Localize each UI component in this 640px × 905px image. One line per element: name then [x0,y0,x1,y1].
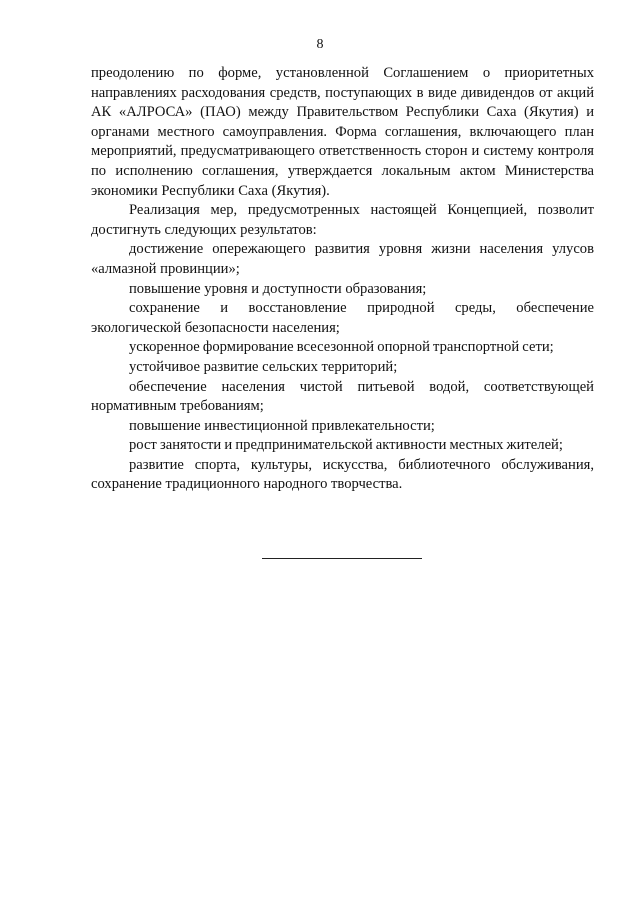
result-item: развитие спорта, культуры, искусства, библиотечного обслуживания, сохранение традиционного народного творчества. [91,456,594,493]
result-item: повышение уровня и доступности образования; [129,280,427,297]
document-body [91,64,594,495]
result-item: сохранение и восстановление природной среды, обеспечение экологической безопасности населения; [91,300,594,336]
page-number: 8 [316,37,324,52]
paragraph-results-intro: Реализация мер, предусмотренных настоящей Концепцией, позволит достигнуть следующих результатов: [91,202,594,238]
result-item: устойчивое развитие сельских территорий; [129,358,398,375]
result-item: рост занятости и предпринимательской активности местных жителей; [129,437,563,454]
end-of-text-rule [262,558,422,559]
result-item: повышение инвестиционной привлекательности; [129,417,435,434]
result-item: достижение опережающего развития уровня жизни населения улусов «алмазной провинции»; [91,241,594,277]
result-item: обеспечение населения чистой питьевой водой, соответствующей нормативным требованиям; [91,378,594,415]
paragraph-continuation: преодолению по форме, установленной Соглашением о приоритетных направлениях расходования средств, поступающих в виде дивидендов от акций АК «АЛРОСА» (ПАО) между Правительством Республики Саха (Якутия) и органами местного самоуправления. Форма соглашения, включающего план мероприятий, предусматривающего ответственность сторон и систему контроля по исполнению соглашения, утверждается локальным актом Министерства экономики Республики Саха (Якутия). [91,65,594,199]
result-item: ускоренное формирование всесезонной опорной транспортной сети; [129,339,554,356]
